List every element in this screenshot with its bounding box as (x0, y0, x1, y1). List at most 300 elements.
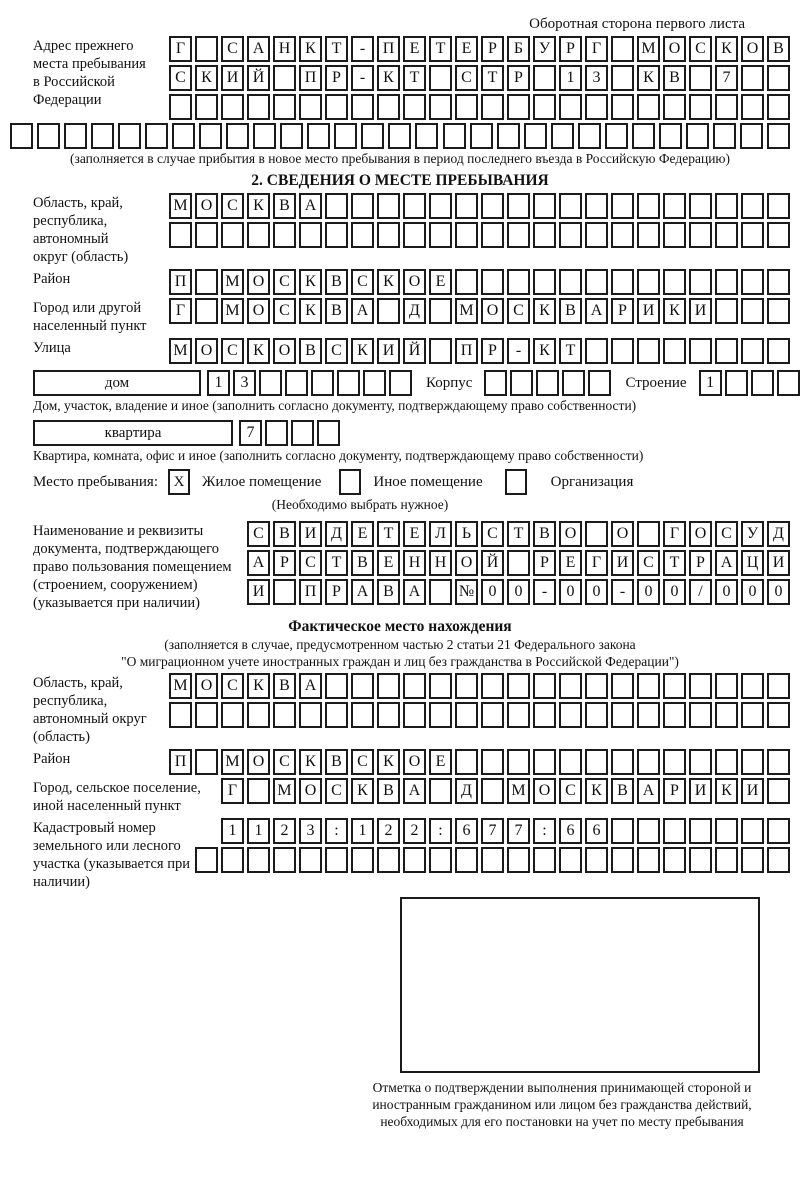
actual-location-note-1: (заполняется в случае, предусмотренном частью 2 статьи 21 Федерального закона (164, 637, 636, 652)
prev-address-row-2 (169, 65, 790, 91)
grid-cell (403, 673, 426, 699)
grid-cell: А (637, 778, 660, 804)
grid-cell (195, 222, 218, 248)
actual-region-grid (169, 673, 790, 728)
grid-cell: И (377, 338, 400, 364)
grid-cell (533, 847, 556, 873)
actual-location-title: Фактическое место нахождения (288, 618, 512, 635)
grid-cell: А (247, 36, 270, 62)
actual-location-note-2: "О миграционном учете иностранных граждан и лиц без гражданства в Российской Федерации") (121, 654, 679, 669)
grid-cell: 7 (481, 818, 504, 844)
grid-cell: У (741, 521, 764, 547)
grid-cell (611, 36, 634, 62)
actual-city-block (10, 778, 790, 815)
grid-cell: : (325, 818, 348, 844)
grid-cell (767, 338, 790, 364)
grid-cell: О (273, 338, 296, 364)
grid-cell (377, 847, 400, 873)
grid-cell: П (455, 338, 478, 364)
grid-cell (351, 673, 374, 699)
grid-cell (481, 702, 504, 728)
grid-cell: У (533, 36, 556, 62)
grid-cell (767, 222, 790, 248)
grid-cell: С (221, 673, 244, 699)
grid-cell (377, 193, 400, 219)
grid-cell (377, 94, 400, 120)
grid-cell (337, 370, 360, 396)
grid-cell: 6 (455, 818, 478, 844)
grid-cell (169, 702, 192, 728)
grid-cell: 2 (273, 818, 296, 844)
grid-cell: О (689, 521, 712, 547)
grid-cell (741, 338, 764, 364)
grid-cell (585, 847, 608, 873)
grid-cell: К (377, 65, 400, 91)
confirmation-stamp-box (400, 897, 760, 1073)
grid-cell: А (299, 193, 322, 219)
grid-cell (767, 673, 790, 699)
grid-cell (455, 94, 478, 120)
district-label: Район (33, 271, 71, 287)
checkbox-organization (505, 469, 527, 495)
grid-cell: К (351, 338, 374, 364)
grid-cell (767, 65, 790, 91)
document-label: Наименование и реквизиты документа, подтверждающего право пользования помещением (строением, сооружением) (указывается при наличии) (33, 523, 232, 611)
grid-cell: О (481, 298, 504, 324)
grid-cell: Р (507, 65, 530, 91)
actual-city-label: Город, сельское поселение, иной населенный пункт (33, 780, 201, 814)
grid-cell: К (299, 298, 322, 324)
grid-cell: 0 (663, 579, 686, 605)
grid-cell (533, 749, 556, 775)
grid-cell (663, 94, 686, 120)
grid-cell: О (195, 193, 218, 219)
grid-cell: С (221, 36, 244, 62)
grid-cell (247, 702, 270, 728)
grid-cell: 0 (637, 579, 660, 605)
grid-cell (689, 749, 712, 775)
grid-cell: 7 (239, 420, 262, 446)
grid-cell: : (533, 818, 556, 844)
grid-cell (637, 338, 660, 364)
actual-district-row (169, 749, 790, 775)
grid-cell: 7 (715, 65, 738, 91)
grid-cell: М (221, 749, 244, 775)
grid-cell (659, 123, 682, 149)
grid-cell (533, 702, 556, 728)
grid-cell (585, 749, 608, 775)
region-label: Область, край, республика, автономный округ (область) (33, 195, 129, 265)
grid-cell: К (377, 749, 400, 775)
grid-cell (637, 269, 660, 295)
grid-cell: 0 (507, 579, 530, 605)
region-block (10, 193, 790, 266)
actual-region-label: Область, край, республика, автономный округ (область) (33, 675, 147, 745)
grid-cell (637, 749, 660, 775)
grid-cell: Е (351, 521, 374, 547)
grid-cell (767, 818, 790, 844)
prev-address-row-1 (169, 36, 790, 62)
grid-cell (663, 749, 686, 775)
grid-cell (611, 702, 634, 728)
grid-cell: 3 (585, 65, 608, 91)
grid-cell (299, 702, 322, 728)
grid-cell: - (507, 338, 530, 364)
grid-cell (273, 65, 296, 91)
grid-cell: С (507, 298, 530, 324)
grid-cell (403, 702, 426, 728)
grid-cell (507, 269, 530, 295)
grid-cell (767, 123, 790, 149)
grid-cell (507, 94, 530, 120)
grid-cell (145, 123, 168, 149)
grid-cell (725, 370, 748, 396)
grid-cell: Г (221, 778, 244, 804)
grid-cell: И (221, 65, 244, 91)
grid-cell: С (637, 550, 660, 576)
grid-cell (265, 420, 288, 446)
prev-address-label: Адрес прежнего места пребывания в Российской Федерации (33, 38, 146, 108)
grid-cell (221, 222, 244, 248)
grid-cell: 2 (377, 818, 400, 844)
grid-cell: 6 (585, 818, 608, 844)
grid-cell: Р (481, 36, 504, 62)
grid-cell (351, 222, 374, 248)
grid-cell (280, 123, 303, 149)
grid-cell (533, 269, 556, 295)
grid-cell (663, 193, 686, 219)
grid-cell: П (169, 269, 192, 295)
grid-cell (611, 749, 634, 775)
grid-cell (663, 847, 686, 873)
grid-cell (585, 673, 608, 699)
grid-cell: П (169, 749, 192, 775)
actual-region-block (10, 673, 790, 746)
grid-cell (273, 847, 296, 873)
grid-cell (481, 222, 504, 248)
grid-cell (689, 847, 712, 873)
house-note: Дом, участок, владение и иное (заполнить согласно документу, подтверждающему право собственности) (33, 398, 637, 413)
district-block (10, 269, 790, 295)
grid-cell: А (403, 778, 426, 804)
actual-city-row (221, 778, 790, 804)
grid-cell (715, 749, 738, 775)
grid-cell (689, 65, 712, 91)
stay-type-row (10, 469, 790, 495)
grid-cell (507, 702, 530, 728)
grid-cell: - (533, 579, 556, 605)
grid-cell (221, 847, 244, 873)
grid-cell (663, 818, 686, 844)
grid-cell (389, 370, 412, 396)
grid-cell (195, 269, 218, 295)
grid-cell: Д (325, 521, 348, 547)
grid-cell (470, 123, 493, 149)
grid-cell: О (195, 673, 218, 699)
grid-cell: М (169, 338, 192, 364)
grid-cell: О (403, 749, 426, 775)
grid-cell (637, 521, 660, 547)
grid-cell (588, 370, 611, 396)
prev-address-note: (заполняется в случае прибытия в новое место пребывания в период последнего въезда в Российскую Федерацию) (69, 151, 731, 166)
cadastral-row-1 (221, 818, 790, 844)
city-label: Город или другой населенный пункт (33, 300, 147, 334)
grid-cell (715, 673, 738, 699)
grid-cell (507, 550, 530, 576)
grid-cell (507, 749, 530, 775)
grid-cell (172, 123, 195, 149)
grid-cell: Р (325, 579, 348, 605)
grid-cell (605, 123, 628, 149)
grid-cell (247, 222, 270, 248)
grid-cell: О (533, 778, 556, 804)
grid-cell: И (689, 778, 712, 804)
grid-cell: А (299, 673, 322, 699)
grid-cell: С (351, 269, 374, 295)
grid-cell: О (247, 298, 270, 324)
grid-cell (388, 123, 411, 149)
grid-cell (715, 94, 738, 120)
grid-cell: Д (767, 521, 790, 547)
grid-cell (767, 269, 790, 295)
grid-cell (484, 370, 507, 396)
grid-cell (767, 193, 790, 219)
grid-cell: Д (455, 778, 478, 804)
grid-cell (585, 269, 608, 295)
grid-cell: 1 (351, 818, 374, 844)
grid-cell: К (585, 778, 608, 804)
grid-cell (415, 123, 438, 149)
grid-cell: Т (403, 65, 426, 91)
grid-cell: Е (455, 36, 478, 62)
grid-cell (481, 778, 504, 804)
grid-cell: К (533, 298, 556, 324)
grid-cell: Б (507, 36, 530, 62)
house-type-box: дом (33, 370, 201, 396)
grid-cell (429, 778, 452, 804)
grid-cell (741, 818, 764, 844)
grid-cell (559, 847, 582, 873)
grid-cell (632, 123, 655, 149)
prev-address-block (10, 36, 790, 120)
grid-cell (637, 818, 660, 844)
grid-cell (715, 222, 738, 248)
grid-cell (10, 123, 33, 149)
grid-cell (663, 338, 686, 364)
grid-cell: О (611, 521, 634, 547)
grid-cell: И (611, 550, 634, 576)
street-label: Улица (33, 340, 71, 356)
grid-cell: И (299, 521, 322, 547)
section2-title: 2. СВЕДЕНИЯ О МЕСТЕ ПРЕБЫВАНИЯ (251, 172, 549, 189)
grid-cell: В (559, 298, 582, 324)
page-header-note: Оборотная сторона первого листа (529, 16, 745, 32)
grid-cell: 1 (247, 818, 270, 844)
grid-cell: О (403, 269, 426, 295)
grid-cell (195, 847, 218, 873)
grid-cell: 6 (559, 818, 582, 844)
grid-cell: О (247, 749, 270, 775)
prev-address-row-4 (10, 123, 790, 149)
grid-cell (559, 749, 582, 775)
grid-cell: К (663, 298, 686, 324)
grid-cell: И (767, 550, 790, 576)
grid-cell: Т (325, 550, 348, 576)
stroenie-label: Строение (625, 375, 687, 391)
grid-cell: / (689, 579, 712, 605)
document-row-2 (247, 550, 790, 576)
grid-cell (689, 193, 712, 219)
grid-cell (403, 222, 426, 248)
grid-cell: М (221, 298, 244, 324)
grid-cell (299, 94, 322, 120)
grid-cell (559, 94, 582, 120)
grid-cell (689, 702, 712, 728)
grid-cell: В (273, 521, 296, 547)
grid-cell (663, 702, 686, 728)
grid-cell: Е (429, 749, 452, 775)
grid-cell (585, 521, 608, 547)
grid-cell (429, 222, 452, 248)
grid-cell: С (689, 36, 712, 62)
grid-cell (299, 847, 322, 873)
grid-cell (455, 269, 478, 295)
grid-cell (317, 420, 340, 446)
grid-cell: М (273, 778, 296, 804)
grid-cell: 0 (741, 579, 764, 605)
grid-cell (559, 193, 582, 219)
grid-cell (611, 65, 634, 91)
grid-cell (524, 123, 547, 149)
grid-cell (403, 94, 426, 120)
grid-cell (741, 847, 764, 873)
grid-cell (481, 673, 504, 699)
grid-cell: Г (663, 521, 686, 547)
grid-cell (455, 847, 478, 873)
grid-cell: Ц (741, 550, 764, 576)
grid-cell (689, 222, 712, 248)
grid-cell (455, 222, 478, 248)
grid-cell (611, 847, 634, 873)
grid-cell: Т (325, 36, 348, 62)
grid-cell: С (481, 521, 504, 547)
grid-cell: А (351, 298, 374, 324)
grid-cell: С (273, 749, 296, 775)
grid-cell (715, 702, 738, 728)
grid-cell: Е (429, 269, 452, 295)
grid-cell: Т (481, 65, 504, 91)
grid-cell (481, 269, 504, 295)
grid-cell: С (299, 550, 322, 576)
grid-cell (611, 94, 634, 120)
grid-cell: П (377, 36, 400, 62)
grid-cell: О (299, 778, 322, 804)
grid-cell (195, 702, 218, 728)
grid-cell: Т (663, 550, 686, 576)
grid-cell (247, 847, 270, 873)
grid-cell (689, 818, 712, 844)
grid-cell (689, 673, 712, 699)
grid-cell: Н (273, 36, 296, 62)
grid-cell: А (247, 550, 270, 576)
grid-cell: 0 (559, 579, 582, 605)
grid-cell (403, 847, 426, 873)
grid-cell: С (559, 778, 582, 804)
grid-cell (741, 673, 764, 699)
grid-cell: О (247, 269, 270, 295)
grid-cell (585, 193, 608, 219)
grid-cell: Д (403, 298, 426, 324)
grid-cell (767, 298, 790, 324)
grid-cell (663, 673, 686, 699)
grid-cell: И (637, 298, 660, 324)
grid-cell: М (169, 193, 192, 219)
grid-cell (536, 370, 559, 396)
grid-cell (689, 338, 712, 364)
grid-cell (715, 269, 738, 295)
grid-cell: Ь (455, 521, 478, 547)
grid-cell: О (663, 36, 686, 62)
grid-cell: Р (533, 550, 556, 576)
grid-cell (562, 370, 585, 396)
grid-cell: К (715, 778, 738, 804)
grid-cell (585, 94, 608, 120)
grid-cell (741, 702, 764, 728)
grid-cell (713, 123, 736, 149)
grid-cell: А (403, 579, 426, 605)
grid-cell (299, 222, 322, 248)
stay-type-note: (Необходимо выбрать нужное) (271, 497, 449, 512)
district-row (169, 269, 790, 295)
grid-cell (325, 673, 348, 699)
grid-cell (455, 193, 478, 219)
grid-cell (403, 193, 426, 219)
grid-cell (767, 702, 790, 728)
grid-cell (443, 123, 466, 149)
grid-cell: В (325, 749, 348, 775)
grid-cell: Г (585, 550, 608, 576)
grid-cell: П (299, 65, 322, 91)
grid-cell (741, 269, 764, 295)
grid-cell (455, 673, 478, 699)
grid-cell: К (715, 36, 738, 62)
grid-cell (199, 123, 222, 149)
grid-cell (455, 749, 478, 775)
apartment-type-box: квартира (33, 420, 233, 446)
grid-cell (429, 338, 452, 364)
grid-cell: В (611, 778, 634, 804)
grid-cell (611, 338, 634, 364)
grid-cell: В (299, 338, 322, 364)
grid-cell (361, 123, 384, 149)
grid-cell: Е (559, 550, 582, 576)
grid-cell: Т (429, 36, 452, 62)
grid-cell (611, 673, 634, 699)
grid-cell (663, 222, 686, 248)
region-grid (169, 193, 790, 248)
grid-cell (429, 847, 452, 873)
grid-cell: К (377, 269, 400, 295)
prev-address-row-3 (169, 94, 790, 120)
grid-cell (377, 298, 400, 324)
grid-cell (334, 123, 357, 149)
grid-cell (611, 193, 634, 219)
actual-district-label: Район (33, 751, 71, 767)
region-row-2 (169, 222, 790, 248)
actual-district-block (10, 749, 790, 775)
grid-cell (611, 222, 634, 248)
grid-cell (578, 123, 601, 149)
